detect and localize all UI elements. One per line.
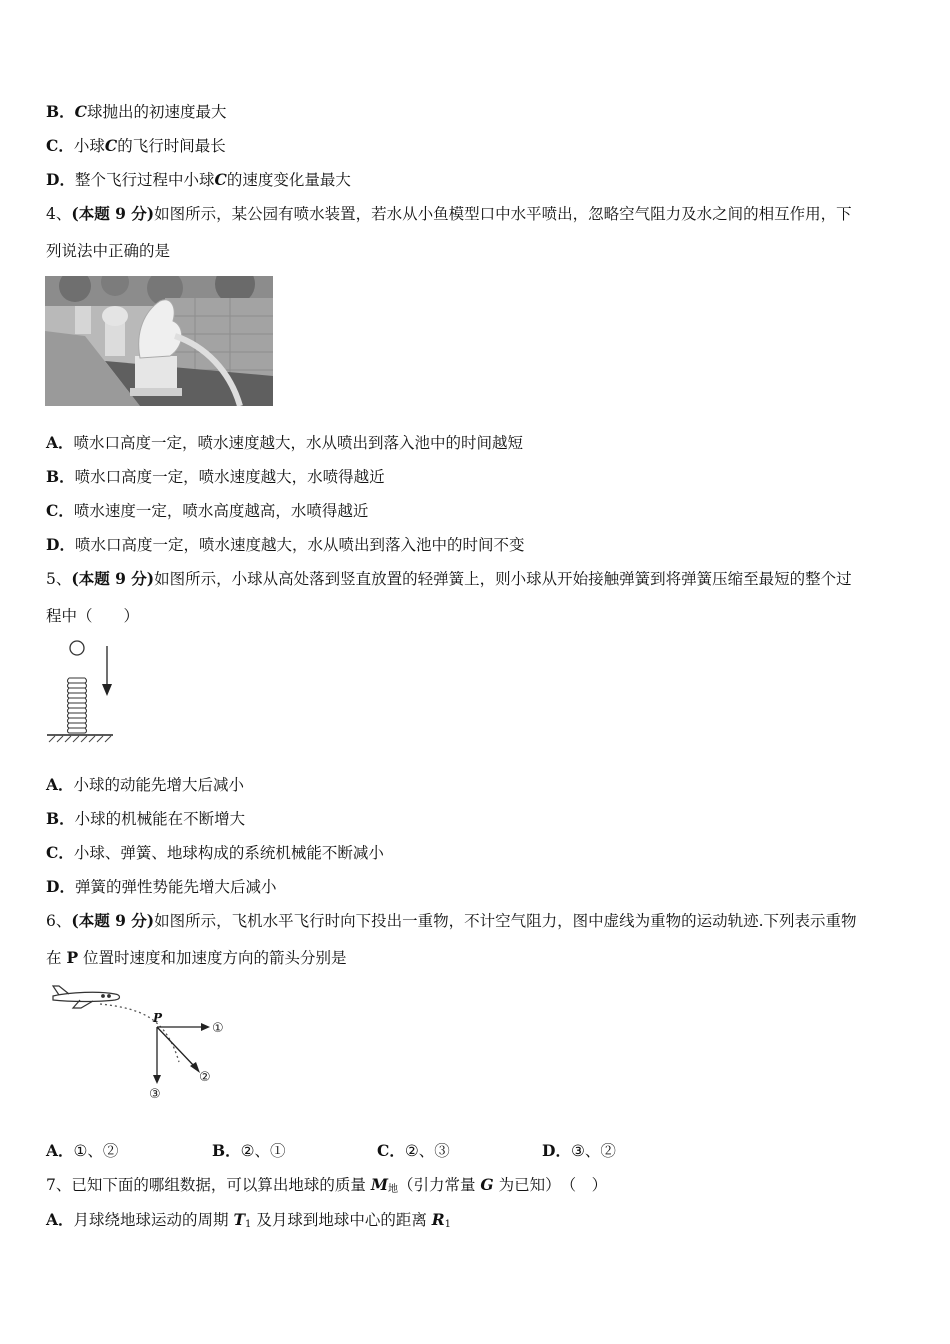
ball-shape xyxy=(70,641,84,655)
option-letter: C． xyxy=(46,843,74,862)
q5-option-d xyxy=(46,876,276,898)
point-label: P xyxy=(66,948,79,967)
q7-option-a xyxy=(46,1209,451,1236)
option-text: 喷水速度一定，喷水高度越高，水喷得越近 xyxy=(73,502,369,520)
option-text: 小球、弹簧、地球构成的系统机械能不断减小 xyxy=(73,844,384,862)
spring-ball-diagram xyxy=(45,638,115,746)
option-text: ②、③ xyxy=(404,1142,450,1160)
airplane-drop-diagram xyxy=(45,982,235,1104)
spring-shape xyxy=(68,678,87,733)
q6-stem-line2 xyxy=(46,947,347,969)
arrow-1-head xyxy=(201,1023,210,1031)
option-letter: A． xyxy=(46,775,74,794)
option-letter: B． xyxy=(46,809,75,828)
variable: C xyxy=(214,170,227,189)
option-letter: B． xyxy=(46,467,75,486)
g-variable: G xyxy=(480,1175,494,1194)
option-text: 的速度变化量最大 xyxy=(226,171,351,189)
t-variable: T xyxy=(233,1210,246,1229)
q3-option-d xyxy=(46,169,351,191)
option-text: ①、② xyxy=(73,1142,119,1160)
q5-option-c xyxy=(46,842,384,864)
q3-option-b xyxy=(46,101,226,123)
option-letter: A． xyxy=(46,1141,74,1160)
option-text: 弹簧的弹性势能先增大后减小 xyxy=(74,878,277,896)
trajectory-dashed-line xyxy=(100,1004,179,1062)
q4-option-c xyxy=(46,500,368,522)
option-letter: A． xyxy=(46,1210,74,1229)
q4-stem-line2: 列说法中正确的是 xyxy=(46,242,171,260)
q4-option-a xyxy=(46,432,523,454)
option-text: 小球的动能先增大后减小 xyxy=(73,776,245,794)
question-text: 如图所示，飞机水平飞行时向下投出一重物，不计空气阻力，图中虚线为重物的运动轨迹.下列表示重物 xyxy=(154,912,857,930)
q5-stem-line2: 程中（ ） xyxy=(46,607,140,625)
question-text-post: 为已知） （ ） xyxy=(493,1176,608,1194)
arrow-2-line xyxy=(157,1027,195,1067)
variable: C xyxy=(74,102,87,121)
variable: C xyxy=(104,136,118,155)
ground-hatching xyxy=(49,736,111,742)
fountain-photo-graphic xyxy=(45,276,273,406)
q4-option-b xyxy=(46,466,385,488)
r-variable: R xyxy=(431,1210,445,1229)
option-letter: B． xyxy=(46,102,75,121)
q6-option-c xyxy=(377,1140,450,1162)
option-text: 小球的机械能在不断增大 xyxy=(74,810,246,828)
option-text-pre: 小球 xyxy=(73,137,105,155)
question-number: 4、 xyxy=(46,205,72,223)
airplane-drop-graphic xyxy=(45,982,235,1104)
q4-option-d xyxy=(46,534,524,556)
option-letter: B． xyxy=(212,1141,241,1160)
option-letter: D． xyxy=(46,170,75,189)
arrow-1-label: ① xyxy=(212,1021,224,1036)
question-text-pre: 已知下面的哪组数据，可以算出地球的质量 xyxy=(71,1176,371,1194)
option-text-pre: 整个飞行过程中小球 xyxy=(74,171,215,189)
question-text-post: 位置时速度和加速度方向的箭头分别是 xyxy=(78,949,347,967)
mass-variable: M xyxy=(370,1175,388,1194)
arrow-2-label: ② xyxy=(199,1070,211,1085)
q6-stem-line1 xyxy=(46,910,857,932)
q3-option-c xyxy=(46,135,226,157)
mass-subscript: 地 xyxy=(387,1184,398,1195)
question-number: 5、 xyxy=(46,570,72,588)
question-number: 7、 xyxy=(46,1176,72,1194)
option-text: 球抛出的初速度最大 xyxy=(86,103,227,121)
q4-stem-line1 xyxy=(46,203,852,225)
fall-arrow-head xyxy=(102,684,112,696)
arrow-3-label: ③ xyxy=(149,1087,161,1102)
airplane-icon xyxy=(53,986,120,1008)
q7-stem xyxy=(46,1174,607,1201)
option-letter: C． xyxy=(377,1141,405,1160)
option-text: ②、① xyxy=(240,1142,286,1160)
option-text: 喷水口高度一定，喷水速度越大，水从喷出到落入池中的时间不变 xyxy=(74,536,525,554)
option-letter: D． xyxy=(46,535,75,554)
question-tag: (本题 9 分) xyxy=(71,569,155,588)
r-subscript: 1 xyxy=(444,1219,452,1230)
option-text: 的飞行时间最长 xyxy=(117,137,226,155)
option-text-mid: 及月球到地球中心的距离 xyxy=(251,1211,432,1229)
option-text: 喷水口高度一定，喷水速度越大，水喷得越近 xyxy=(74,468,385,486)
option-text: ③、② xyxy=(570,1142,616,1160)
spring-ball-graphic xyxy=(45,638,115,746)
question-text: 如图所示，小球从高处落到竖直放置的轻弹簧上，则小球从开始接触弹簧到将弹簧压缩至最短的整个过 xyxy=(154,570,852,588)
option-letter: A． xyxy=(46,433,74,452)
q5-stem-line1 xyxy=(46,568,852,590)
question-tag: (本题 9 分) xyxy=(71,204,155,223)
option-letter: C． xyxy=(46,136,74,155)
question-tag: (本题 9 分) xyxy=(71,911,155,930)
question-text-pre: 在 xyxy=(46,949,67,967)
question-number: 6、 xyxy=(46,912,72,930)
option-letter: D． xyxy=(542,1141,571,1160)
option-letter: D． xyxy=(46,877,75,896)
arrow-3-head xyxy=(153,1075,161,1084)
fountain-photo xyxy=(45,276,273,406)
q6-option-a xyxy=(46,1140,118,1162)
option-text-pre: 月球绕地球运动的周期 xyxy=(73,1211,234,1229)
option-letter: C． xyxy=(46,501,74,520)
question-text-mid: （引力常量 xyxy=(397,1176,481,1194)
option-text: 喷水口高度一定，喷水速度越大，水从喷出到落入池中的时间越短 xyxy=(73,434,524,452)
point-p-label: P xyxy=(153,1011,163,1025)
q5-option-b xyxy=(46,808,245,830)
q6-option-d xyxy=(542,1140,616,1162)
question-text: 如图所示，某公园有喷水装置，若水从小鱼模型口中水平喷出，忽略空气阻力及水之间的相互作用，下 xyxy=(154,205,852,223)
q6-option-b xyxy=(212,1140,286,1162)
q5-option-a xyxy=(46,774,244,796)
t-subscript: 1 xyxy=(245,1219,252,1230)
